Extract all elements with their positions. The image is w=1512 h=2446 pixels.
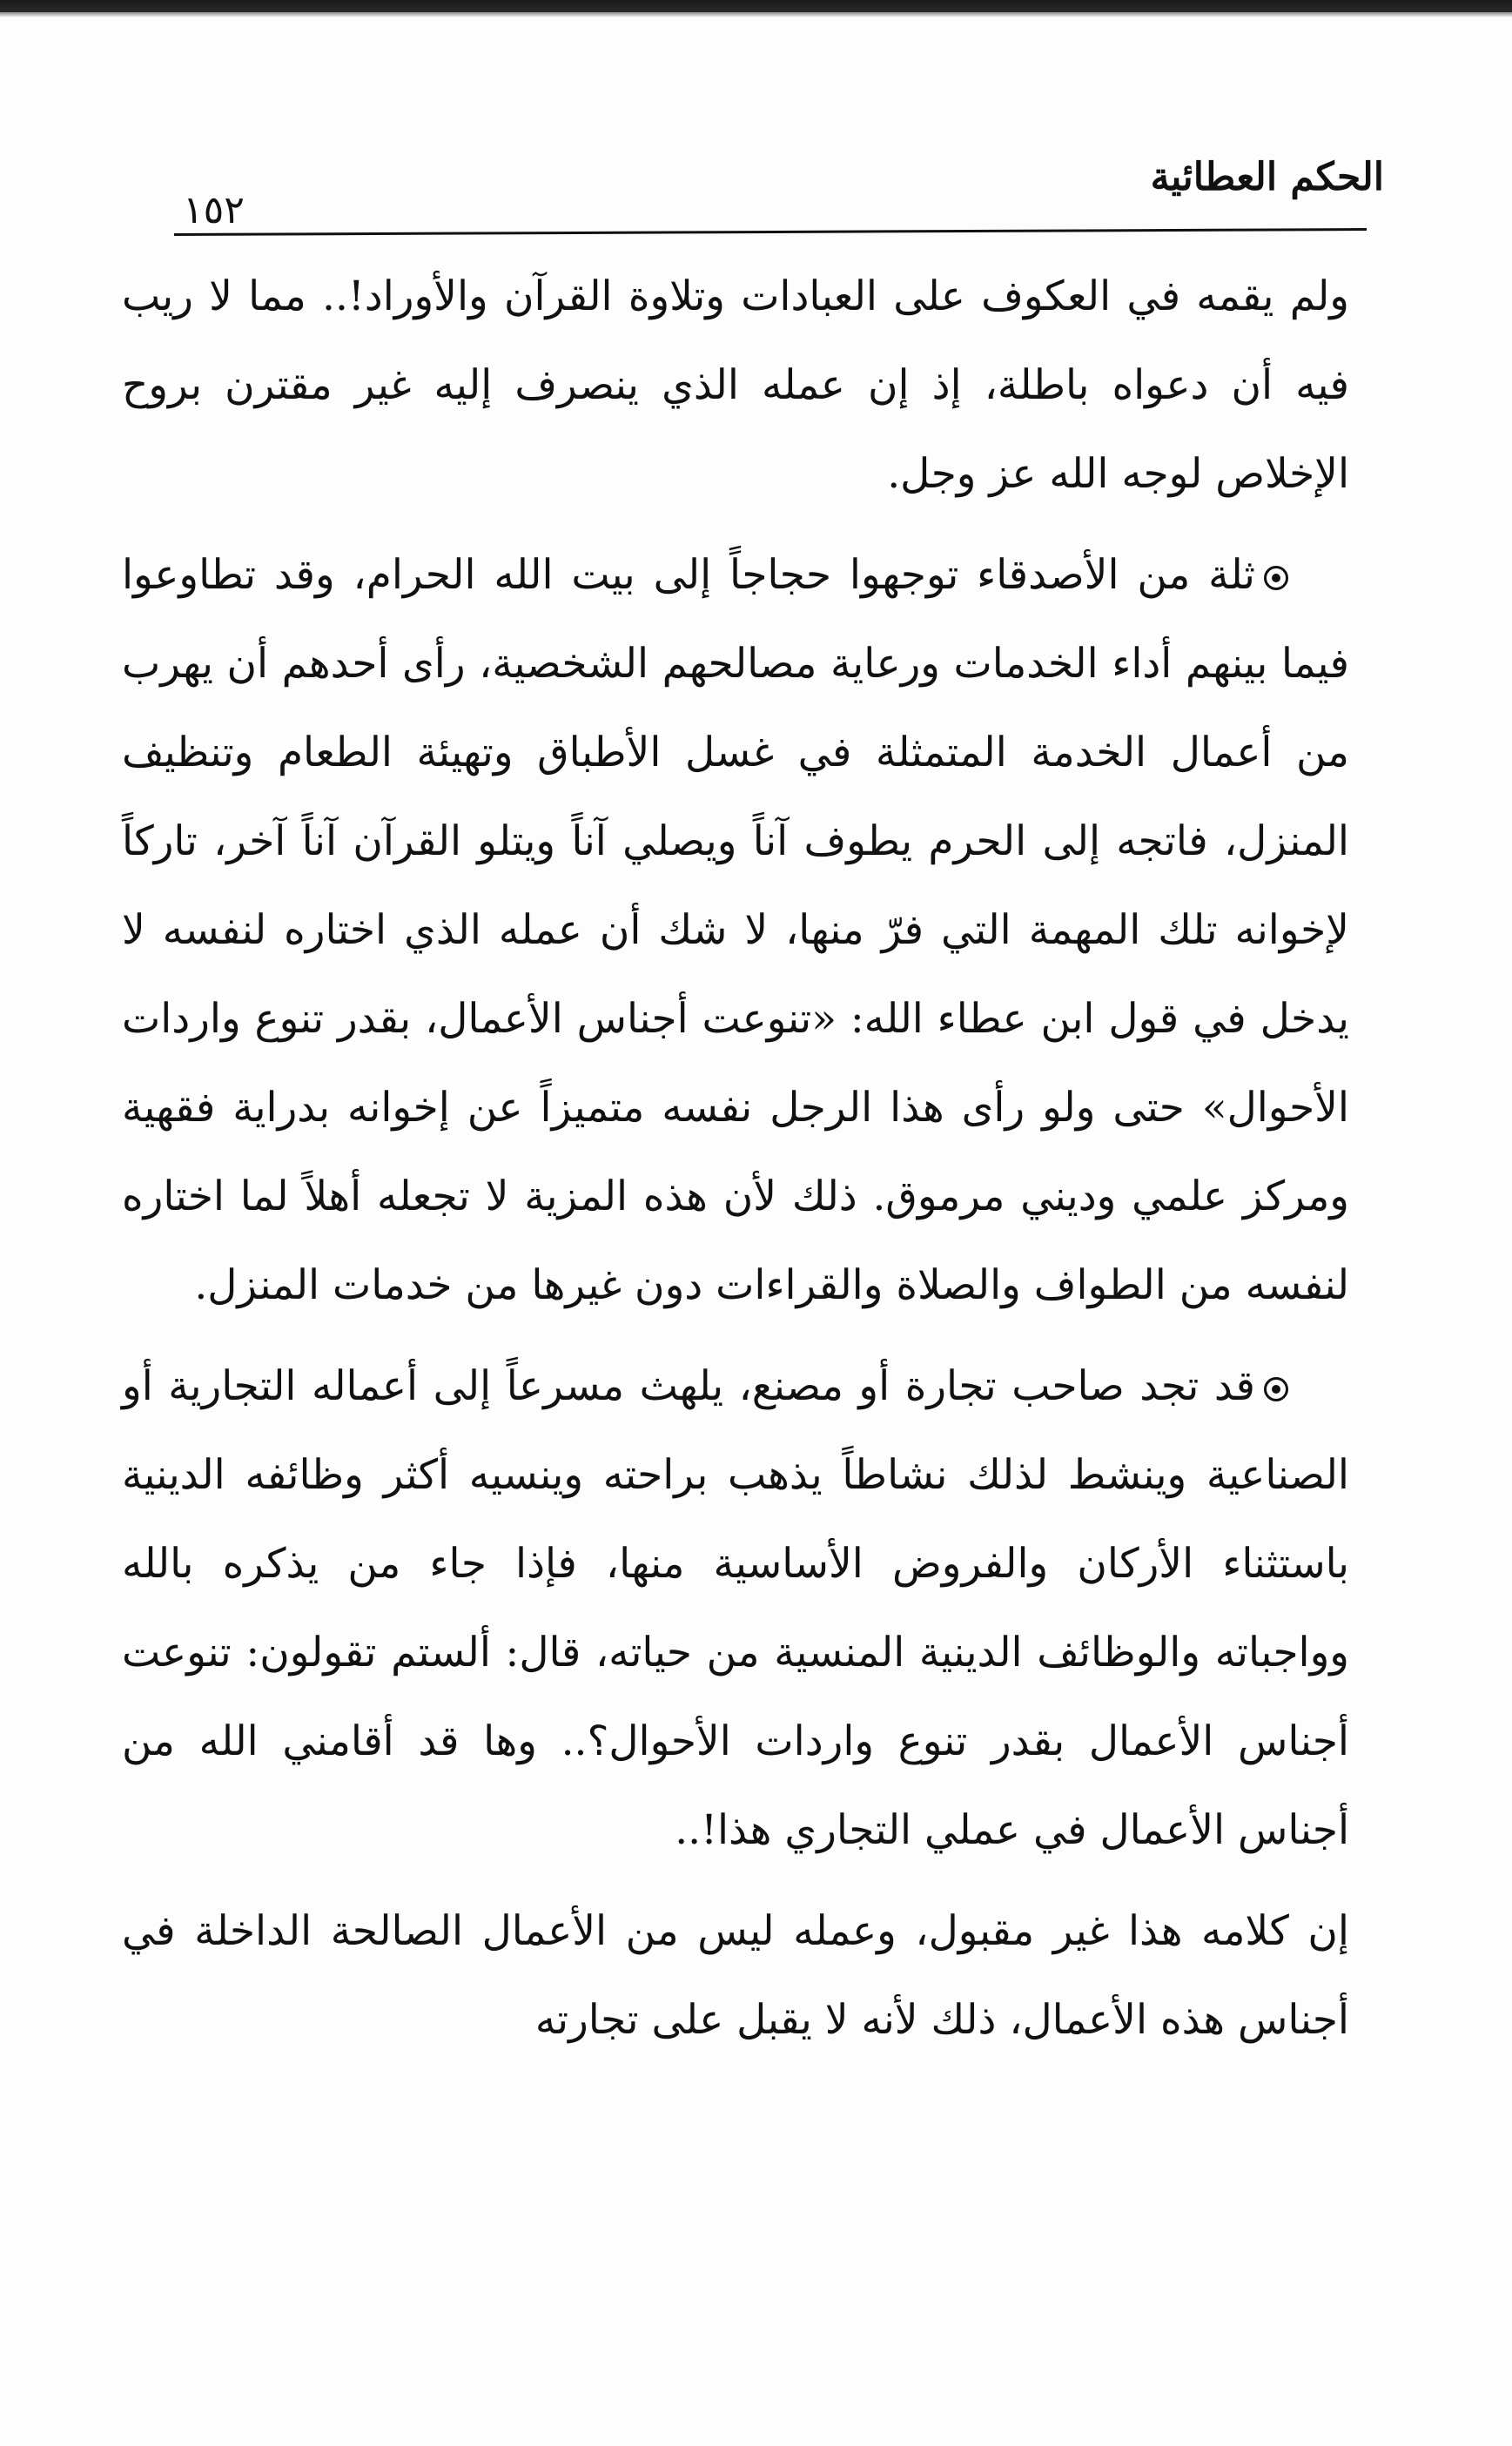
paragraph-3 bbox=[122, 1342, 1349, 1875]
paragraph-2-text: ثلة من الأصدقاء توجهوا حجاجاً إلى بيت الله الحرام، وقد تطاوعوا فيما بينهم أداء الخدمات ورعاية مصالحهم الشخصية، رأى أحدهم أن يهرب من أعمال الخدمة المتمثلة في غسل الأطباق وتهيئة الطعام وتنظيف المنزل، فاتجه إلى الحرم يطوف آناً ويصلي آناً ويتلو القرآن آناً آخر، تاركاً لإخوانه تلك المهمة التي فرّ منها، لا شك أن عمله الذي اختاره لنفسه لا يدخل في قول ابن عطاء الله: «تنوعت أجناس الأعمال، بقدر تنوع واردات الأحوال» حتى ولو رأى هذا الرجل نفسه متميزاً عن إخوانه بدراية فقهية ومركز علمي وديني مرموق. ذلك لأن هذه المزية لا تجعله أهلاً لما اختاره لنفسه من الطواف والصلاة والقراءات دون غيرها من خدمات المنزل. bbox=[122, 551, 1349, 1309]
paragraph-4-text: إن كلامه هذا غير مقبول، وعمله ليس من الأعمال الصالحة الداخلة في أجناس هذه الأعمال، ذلك لأنه لا يقبل على تجارته bbox=[122, 1907, 1349, 2044]
scan-top-shadow bbox=[0, 12, 1512, 17]
body-text bbox=[122, 252, 1349, 2065]
page-number: ١٥٢ bbox=[183, 188, 245, 232]
flower-bullet-icon bbox=[1264, 566, 1288, 590]
page-header bbox=[183, 155, 1384, 232]
paragraph-4 bbox=[122, 1887, 1349, 2065]
scan-top-edge bbox=[0, 0, 1512, 12]
paragraph-1-text: ولم يقمه في العكوف على العبادات وتلاوة القرآن والأوراد!.. مما لا ريب فيه أن دعواه باطلة، إذ إن عمله الذي ينصرف إليه غير مقترن بروح الإخلاص لوجه الله عز وجل. bbox=[122, 272, 1349, 498]
flower-bullet-icon bbox=[1264, 1377, 1288, 1401]
header-rule bbox=[174, 228, 1367, 236]
paragraph-3-text: قد تجد صاحب تجارة أو مصنع، يلهث مسرعاً إلى أعماله التجارية أو الصناعية وينشط لذلك نشاطاً يذهب براحته وينسيه أكثر وظائفه الدينية باستثناء الأركان والفروض الأساسية منها، فإذا جاء من يذكره بالله وواجباته والوظائف الدينية المنسية من حياته، قال: ألستم تقولون: تنوعت أجناس الأعمال بقدر تنوع واردات الأحوال؟.. وها قد أقامني الله من أجناس الأعمال في عملي التجاري هذا!.. bbox=[122, 1362, 1349, 1854]
paragraph-1 bbox=[122, 252, 1349, 519]
paragraph-2 bbox=[122, 531, 1349, 1330]
running-title: الحكم العطائية bbox=[1150, 155, 1384, 199]
